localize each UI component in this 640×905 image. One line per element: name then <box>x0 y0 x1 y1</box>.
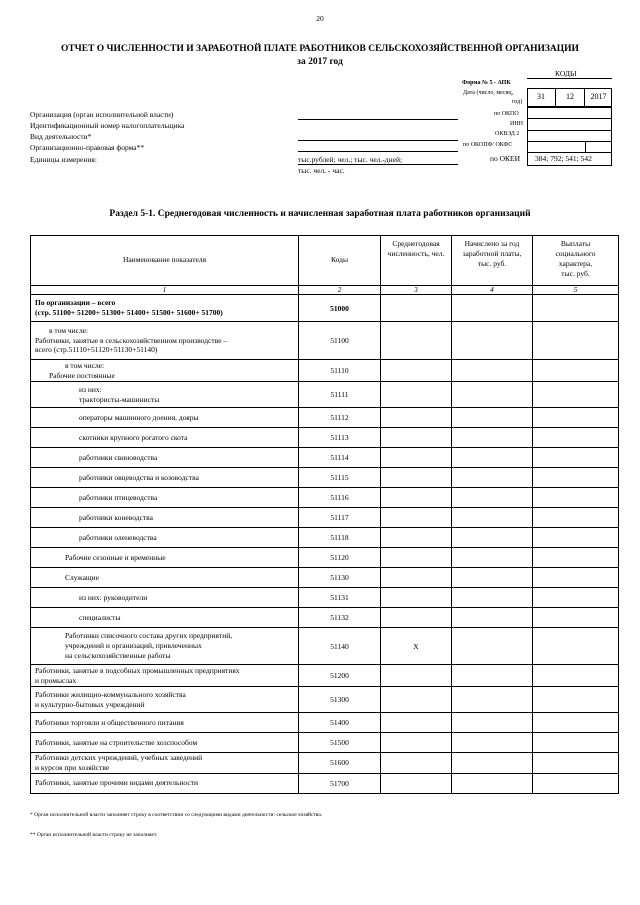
table-row <box>31 468 619 488</box>
row-name <box>31 382 299 408</box>
inn-box <box>527 119 612 131</box>
row-name-line: в том числе: <box>65 360 105 370</box>
row-avg-count <box>381 548 452 568</box>
footnote-1: * Орган исполнительной власти заполняет строку в соответствии со следующими видами деятельности: сельское хозяйство. <box>30 812 323 818</box>
section-table <box>30 235 619 794</box>
row-social <box>533 295 619 322</box>
report-year: за 2017 год <box>297 57 343 67</box>
row-name <box>31 628 299 665</box>
row-wage <box>452 428 533 448</box>
row-name-line: Работники, занятые в подсобных промышленных предприятиях <box>35 665 240 675</box>
table-row <box>31 588 619 608</box>
row-avg-count <box>381 322 452 360</box>
row-wage <box>452 488 533 508</box>
inn-field-label: Идентификационный номер налогоплательщика <box>30 121 185 130</box>
row-name-line: (стр. 51100+ 51200+ 51300+ 51400+ 51500+ 51600+ 51700) <box>35 308 223 317</box>
row-wage <box>452 753 533 774</box>
row-avg-count <box>381 488 452 508</box>
row-name-line: Работники детских учреждений, учебных заведений <box>35 753 203 762</box>
org-line <box>298 119 458 120</box>
row-wage <box>452 508 533 528</box>
col-num: 4 <box>452 286 533 295</box>
row-name <box>31 508 299 528</box>
table-row <box>31 382 619 408</box>
row-social <box>533 753 619 774</box>
row-wage <box>452 528 533 548</box>
activity-line <box>298 140 458 141</box>
units-value-1: тыс.рублей; чел.; тыс. чел.-дней; <box>298 155 403 164</box>
table-row <box>31 568 619 588</box>
row-wage <box>452 665 533 687</box>
section-title: Раздел 5-1. Среднегодовая численность и начисленная заработная плата работников организаций <box>109 209 531 219</box>
report-title: ОТЧЕТ О ЧИСЛЕННОСТИ И ЗАРАБОТНОЙ ПЛАТЕ РАБОТНИКОВ СЕЛЬСКОХОЗЯЙСТВЕННОЙ ОРГАНИЗАЦИИ <box>61 44 579 54</box>
row-wage <box>452 588 533 608</box>
date-label-2: год) <box>512 99 523 105</box>
row-name-line: работники птицеводства <box>79 492 158 502</box>
row-social <box>533 408 619 428</box>
row-name <box>31 295 299 322</box>
row-name-line: операторы машинного доения, дояры <box>79 412 199 422</box>
row-name-line: и курсов при хозяйстве <box>35 762 110 772</box>
row-wage <box>452 408 533 428</box>
row-wage <box>452 568 533 588</box>
row-wage <box>452 295 533 322</box>
row-avg-count <box>381 468 452 488</box>
row-avg-count <box>381 588 452 608</box>
okopf-label: по ОКОПФ/ ОКФС <box>463 142 513 148</box>
row-code: 51116 <box>299 488 381 508</box>
okpo-label: по ОКПО <box>494 111 519 117</box>
row-wage <box>452 468 533 488</box>
row-code: 51130 <box>299 568 381 588</box>
row-name-line: на сельскохозяйственные работы <box>65 650 171 660</box>
row-wage <box>452 608 533 628</box>
legal-form-label: Организационно-правовая форма** <box>30 143 145 152</box>
row-name-line: работники коневодства <box>79 512 153 522</box>
row-wage <box>452 713 533 733</box>
row-name <box>31 408 299 428</box>
row-avg-count <box>381 408 452 428</box>
table-row <box>31 733 619 753</box>
row-code: 51113 <box>299 428 381 448</box>
okopf-box <box>527 142 612 153</box>
row-social <box>533 687 619 713</box>
row-name-line: трактористы-машинисты <box>79 394 160 404</box>
row-avg-count <box>381 733 452 753</box>
header-avg: Среднегодовая численность, чел. <box>381 236 452 286</box>
row-name <box>31 528 299 548</box>
row-name-line: Рабочие постоянные <box>49 370 115 380</box>
table-row <box>31 428 619 448</box>
row-name-line: скотники крупного рогатого скота <box>79 432 188 442</box>
row-name <box>31 713 299 733</box>
row-code: 51300 <box>299 687 381 713</box>
row-name-line: Работники, занятые в сельскохозяйственном производстве – <box>35 335 228 345</box>
row-name-line: и промыслах <box>35 675 77 685</box>
row-code: 51140 <box>299 628 381 665</box>
row-code: 51700 <box>299 773 381 793</box>
row-code: 51200 <box>299 665 381 687</box>
row-avg-count <box>381 508 452 528</box>
row-code: 51400 <box>299 713 381 733</box>
row-wage <box>452 448 533 468</box>
header-name: Наименование показателя <box>31 236 299 286</box>
row-social <box>533 733 619 753</box>
row-name-line: специалисты <box>79 612 121 622</box>
row-social <box>533 588 619 608</box>
table-row <box>31 665 619 687</box>
row-avg-count <box>381 382 452 408</box>
row-name-line: из них: <box>79 384 102 394</box>
table-row <box>31 295 619 322</box>
row-avg-count <box>381 608 452 628</box>
row-social <box>533 428 619 448</box>
row-name-line: Работники, занятые на строительстве хозспособом <box>35 737 198 747</box>
form-label: Форма № 5 - АПК <box>462 80 511 86</box>
row-name-line: всего (стр.51110+51120+51130+51140) <box>35 345 158 355</box>
row-code: 51120 <box>299 548 381 568</box>
row-avg-count <box>381 687 452 713</box>
footnote-2: ** Орган исполнительной власти строку не заполняет. <box>30 832 158 838</box>
row-name <box>31 588 299 608</box>
table-row <box>31 628 619 665</box>
row-wage <box>452 548 533 568</box>
table-row <box>31 753 619 774</box>
units-line <box>298 164 458 165</box>
row-social <box>533 508 619 528</box>
row-social <box>533 548 619 568</box>
table-row <box>31 508 619 528</box>
row-name <box>31 488 299 508</box>
row-social <box>533 322 619 360</box>
codes-top-line <box>527 78 612 79</box>
row-social <box>533 568 619 588</box>
row-code: 51112 <box>299 408 381 428</box>
units-label: Единицы измерения: <box>30 155 97 164</box>
table-row <box>31 322 619 360</box>
page-number: 20 <box>316 14 324 23</box>
row-wage <box>452 687 533 713</box>
row-avg-count <box>381 360 452 382</box>
table-row <box>31 408 619 428</box>
col-num: 5 <box>533 286 619 295</box>
row-name <box>31 568 299 588</box>
row-name <box>31 360 299 382</box>
row-code: 51118 <box>299 528 381 548</box>
okved-box <box>527 131 612 142</box>
header-code: Коды <box>299 236 381 286</box>
row-name-line: из них: руководители <box>79 592 148 602</box>
row-avg-count <box>381 713 452 733</box>
org-label: Организация (орган исполнительной власти) <box>30 110 174 119</box>
header-wage: Начислено за год заработной платы, тыс. руб. <box>452 236 533 286</box>
row-social <box>533 468 619 488</box>
row-code: 51500 <box>299 733 381 753</box>
row-code: 51110 <box>299 360 381 382</box>
codes-label: КОДЫ <box>555 69 577 78</box>
row-name-line: По организации – всего <box>35 298 116 308</box>
row-code: 51117 <box>299 508 381 528</box>
row-name <box>31 468 299 488</box>
table-row <box>31 488 619 508</box>
col-num: 1 <box>31 286 299 295</box>
legal-form-line <box>298 151 458 152</box>
row-name-line: Работники списочного состава других предприятий, <box>65 631 233 641</box>
activity-label: Вид деятельности* <box>30 132 92 141</box>
header-social: Выплаты социального характера, тыс. руб. <box>533 236 619 286</box>
row-social <box>533 665 619 687</box>
row-code: 51000 <box>299 295 381 322</box>
row-code: 51132 <box>299 608 381 628</box>
row-avg-count <box>381 528 452 548</box>
table-row <box>31 713 619 733</box>
row-wage <box>452 322 533 360</box>
row-name-line: Служащие <box>65 572 100 582</box>
okopf-divider <box>585 142 586 153</box>
table-row <box>31 687 619 713</box>
row-avg-count <box>381 295 452 322</box>
row-social <box>533 488 619 508</box>
row-name-line: в том числе: <box>49 325 89 335</box>
row-name <box>31 448 299 468</box>
row-avg-count <box>381 773 452 793</box>
row-social <box>533 382 619 408</box>
date-year: 2017 <box>590 92 607 101</box>
row-name-line: работники овцеводства и козоводства <box>79 472 199 482</box>
row-avg-count <box>381 665 452 687</box>
row-avg-count <box>381 428 452 448</box>
row-code: 51115 <box>299 468 381 488</box>
row-name-line: Работники, занятые прочими видами деятельности <box>35 778 198 788</box>
row-avg-count <box>381 448 452 468</box>
okei-label: по ОКЕИ <box>490 154 521 163</box>
row-social <box>533 528 619 548</box>
units-value-2: тыс. чел. - час. <box>298 166 345 175</box>
row-avg-count <box>381 568 452 588</box>
row-name <box>31 608 299 628</box>
row-avg-count: X <box>381 628 452 665</box>
row-code: 51131 <box>299 588 381 608</box>
inn-label: ИНН <box>510 121 523 127</box>
row-name <box>31 733 299 753</box>
date-day: 31 <box>537 92 545 101</box>
date-month: 12 <box>566 92 574 101</box>
row-name-line: Рабочие сезонные и временные <box>65 552 166 562</box>
row-name <box>31 322 299 360</box>
row-wage <box>452 382 533 408</box>
row-code: 51600 <box>299 753 381 774</box>
row-wage <box>452 773 533 793</box>
row-name-line: работники свиноводства <box>79 452 158 462</box>
table-row <box>31 773 619 793</box>
table-row <box>31 448 619 468</box>
row-name <box>31 548 299 568</box>
row-name-line: работники оленеводства <box>79 532 157 542</box>
row-social <box>533 628 619 665</box>
row-code: 51100 <box>299 322 381 360</box>
row-social <box>533 773 619 793</box>
row-name <box>31 687 299 713</box>
row-name-line: Работники жилищно-коммунального хозяйства <box>35 689 186 699</box>
row-name-line: и культурно-бытовых учреждений <box>35 699 145 709</box>
col-num: 3 <box>381 286 452 295</box>
okpo-box <box>527 107 612 119</box>
column-numbers-row <box>31 286 619 295</box>
okved-label: ОКВЭД 2 <box>495 131 520 137</box>
date-label: Дата (число, месяц, <box>463 90 514 96</box>
row-name-line: учреждений и организаций, привлеченных <box>65 641 202 651</box>
row-name <box>31 773 299 793</box>
row-wage <box>452 733 533 753</box>
row-social <box>533 448 619 468</box>
row-name <box>31 428 299 448</box>
row-code: 51111 <box>299 382 381 408</box>
row-social <box>533 360 619 382</box>
table-row <box>31 548 619 568</box>
table-row <box>31 608 619 628</box>
row-wage <box>452 628 533 665</box>
row-code: 51114 <box>299 448 381 468</box>
row-wage <box>452 360 533 382</box>
row-social <box>533 608 619 628</box>
table-row <box>31 528 619 548</box>
row-name-line: Работники торговли и общественного питания <box>35 717 184 727</box>
row-name <box>31 665 299 687</box>
okei-value: 384; 792; 541; 542 <box>535 154 592 163</box>
table-row <box>31 360 619 382</box>
row-avg-count <box>381 753 452 774</box>
row-social <box>533 713 619 733</box>
row-name <box>31 753 299 774</box>
col-num: 2 <box>299 286 381 295</box>
